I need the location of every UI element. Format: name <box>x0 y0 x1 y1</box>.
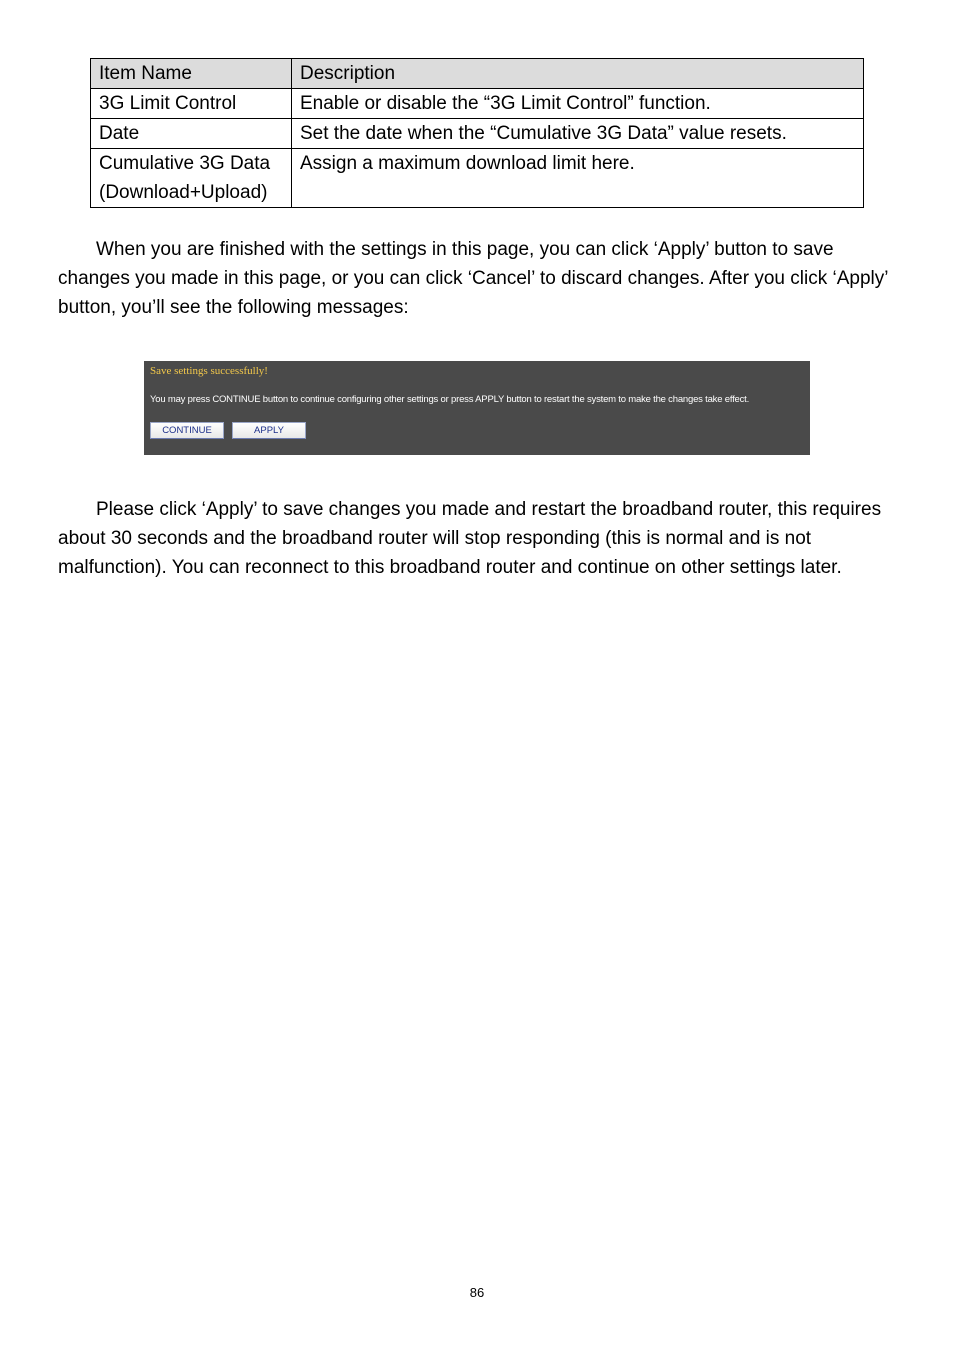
table-header-row <box>91 59 864 89</box>
row-description: Set the date when the “Cumulative 3G Data” value resets. <box>292 119 864 149</box>
row-item-name: Cumulative 3G Data (Download+Upload) <box>91 149 292 208</box>
header-item-name: Item Name <box>91 59 292 89</box>
table-row <box>91 119 864 149</box>
save-success-message-box <box>144 361 810 455</box>
restart-note-paragraph: Please click ‘Apply’ to save changes you made and restart the broadband router, this requires about 30 seconds and the broadband router will stop responding (this is normal and is not malfunction). You can reconnect to this broadband router and continue on other settings later. <box>58 499 882 578</box>
item-description-table <box>90 58 864 208</box>
instruction-paragraph: When you are finished with the settings in this page, you can click ‘Apply’ button to save changes you made in this page, or you can click ‘Cancel’ to discard changes. After you click ‘Apply’ button, you’ll see the following messages: <box>58 239 888 318</box>
continue-button[interactable]: CONTINUE <box>150 422 224 439</box>
message-body: You may press CONTINUE button to continue configuring other settings or press APPLY button to restart the system to make the changes take effect. <box>150 394 750 405</box>
row-description: Assign a maximum download limit here. <box>292 149 864 208</box>
page-number: 86 <box>469 1285 485 1300</box>
message-title: Save settings successfully! <box>150 365 268 377</box>
row-item-name: Date <box>91 119 292 149</box>
table-row <box>91 149 864 208</box>
row-description: Enable or disable the “3G Limit Control” function. <box>292 89 864 119</box>
header-description: Description <box>292 59 864 89</box>
row-item-name: 3G Limit Control <box>91 89 292 119</box>
table-row <box>91 89 864 119</box>
apply-button[interactable]: APPLY <box>232 422 306 439</box>
